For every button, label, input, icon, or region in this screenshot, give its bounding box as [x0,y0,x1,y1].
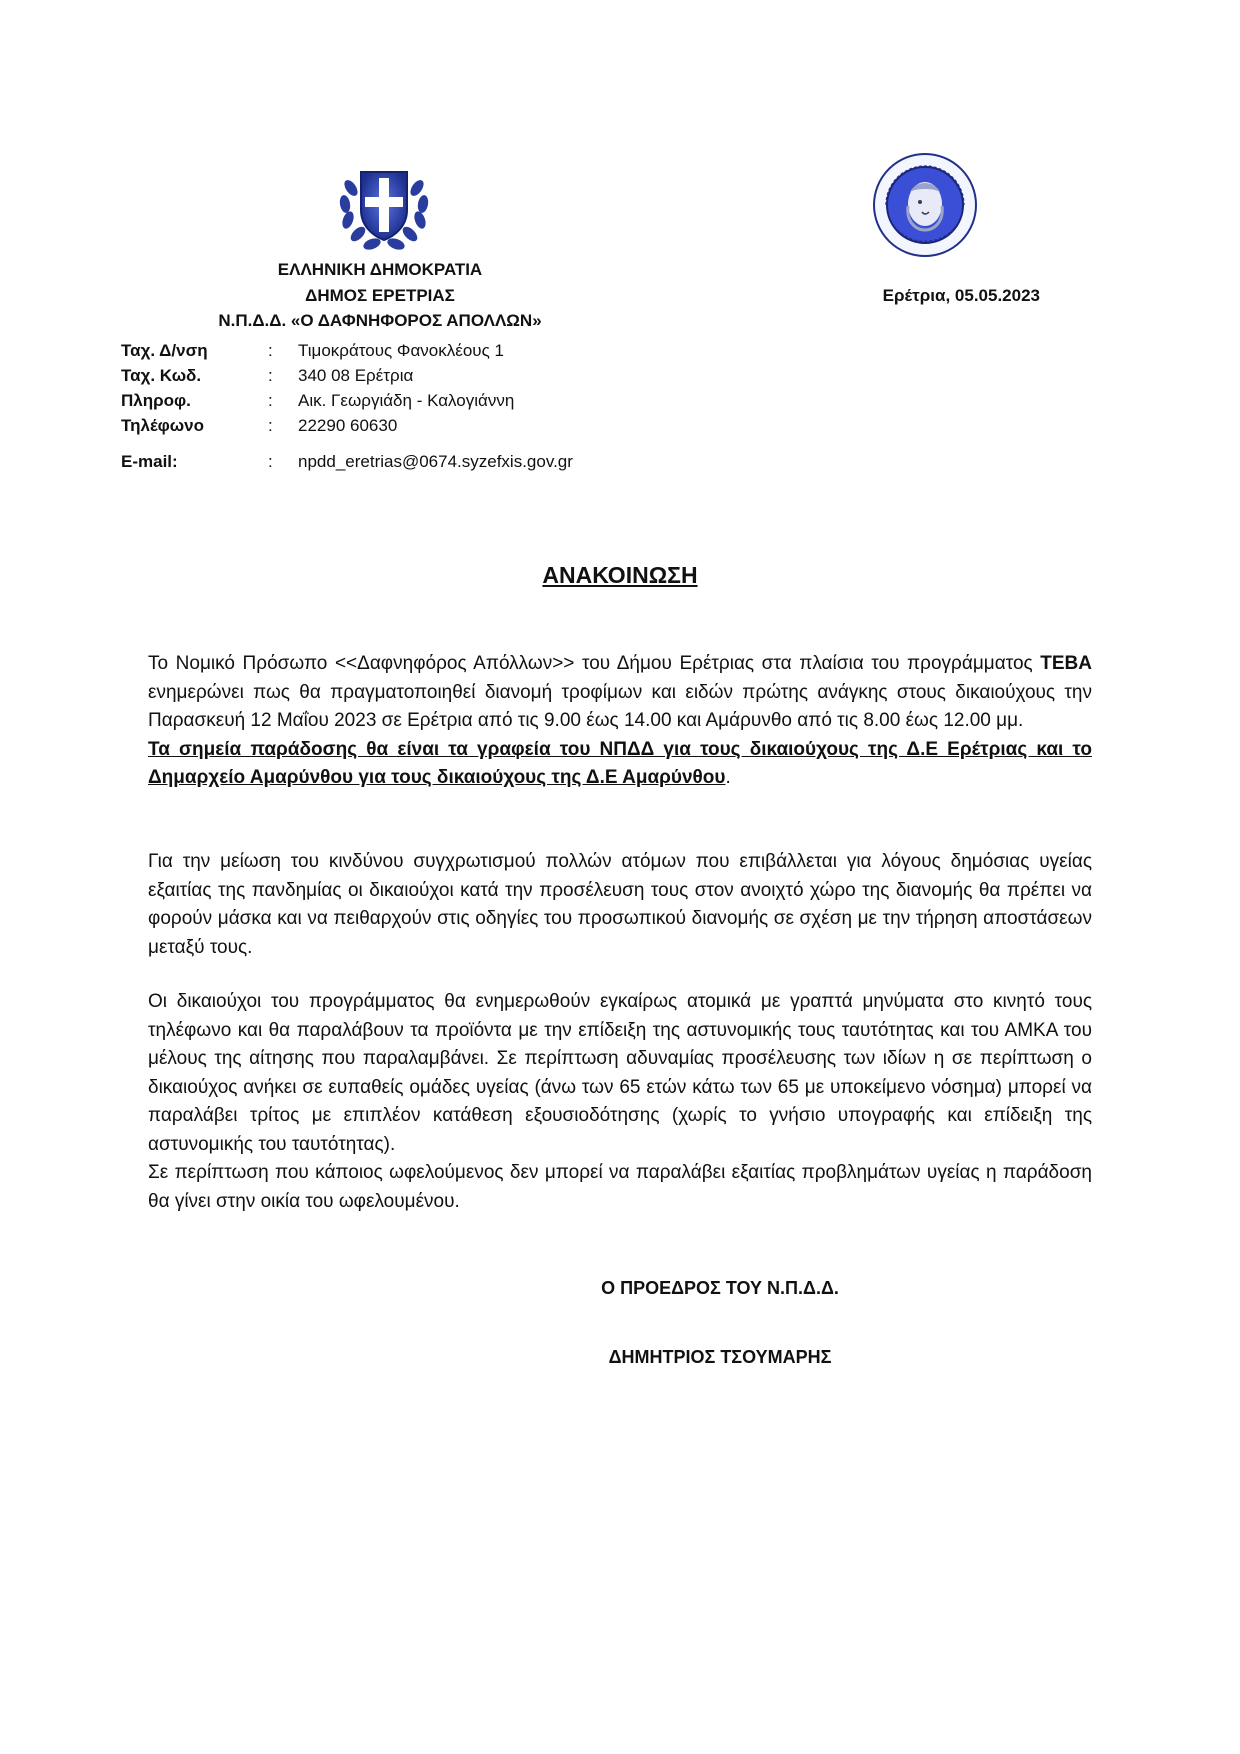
apollo-seal-icon [872,152,978,258]
paragraph-2: Για την μείωση του κινδύνου συγχρωτισμού πολλών ατόμων που επιβάλλεται για λόγους δημόσιας υγείας εξαιτίας της πανδημίας οι δικαιούχοι κατά την προσέλευση τους στον ανοιχτό χώρο της διανομής θα πρέπει να φορούν μάσκα και να πειθαρχούν στις οδηγίες του προσωπικού διανομής σε σχέση με την τήρηση αποστάσεων μεταξύ τους. [148,851,1092,958]
paragraph-1-end: . [725,767,731,789]
contact-colon: : [268,341,273,360]
document-title: ΑΝΑΚΟΙΝΩΣΗ [542,562,698,588]
contact-label: Ταχ. Κωδ. [121,366,202,385]
greek-state-emblem-icon [335,158,433,256]
signature-role: Ο ΠΡΟΕΔΡΟΣ ΤΟΥ Ν.Π.Δ.Δ. [601,1278,839,1298]
paragraph-4: Σε περίπτωση που κάποιος ωφελούμενος δεν μπορεί να παραλάβει εξαιτίας προβλημάτων υγείας η παράδοση θα γίνει στην οικία του ωφελουμένου. [148,1162,1092,1212]
contact-email: npdd_eretrias@0674.syzefxis.gov.gr [298,452,573,471]
contact-colon: : [268,452,273,471]
header-republic: ΕΛΛΗΝΙΚΗ ΔΗΜΟΚΡΑΤΙΑ [277,260,483,279]
delivery-points: Τα σημεία παράδοσης θα είναι τα γραφεία του ΝΠΔΔ για τους δικαιούχους της Δ.Ε Ερέτριας και το Δημαρχείο Αμαρύνθου για τους δικαιούχους της Δ.Ε Αμαρύνθου [148,738,1092,789]
contact-postal-code: 340 08 Ερέτρια [298,366,414,385]
contact-phone: 22290 60630 [298,416,398,435]
contact-label: Πληροφ. [121,391,191,410]
paragraph-3: Οι δικαιούχοι του προγράμματος θα ενημερωθούν εγκαίρως ατομικά με γραπτά μηνύματα στο κινητό τους τηλέφωνο και θα παραλάβουν τα προϊόντα με την επίδειξη της αστυνομικής τους ταυτότητας και του ΑΜΚΑ του μέλους της αίτησης που παραλαμβάνει. Σε περίπτωση αδυναμίας προσέλευσης των ιδίων η σε περίπτωση ο δικαιούχος ανήκει σε ευπαθείς ομάδες υγείας (άνω των 65 ετών κάτω των 65 με υποκείμενο νόσημα) μπορεί να παραλάβει τρίτος με επιπλέον κατάθεση εξουσιοδότησης (χωρίς το γνήσιο υπογραφής και επίδειξη της αστυνομικής του ταυτότητας). [148,991,1092,1155]
contact-colon: : [268,366,273,385]
header-municipality: ΔΗΜΟΣ ΕΡΕΤΡΙΑΣ [305,286,455,305]
contact-info-person: Αικ. Γεωργιάδη - Καλογιάννη [298,391,515,410]
program-name: ΤΕΒΑ [1040,653,1092,674]
contact-colon: : [268,391,273,410]
contact-address: Τιμοκράτους Φανοκλέους 1 [298,341,504,360]
header-organization: Ν.Π.Δ.Δ. «Ο ΔΑΦΝΗΦΟΡΟΣ ΑΠΟΛΛΩΝ» [218,311,542,330]
place-date: Ερέτρια, 05.05.2023 [882,286,1040,305]
contact-label: Ταχ. Δ/νση [121,341,208,360]
signature-name: ΔΗΜΗΤΡΙΟΣ ΤΣΟΥΜΑΡΗΣ [608,1347,832,1367]
paragraph-1-text-a: Το Νομικό Πρόσωπο <<Δαφνηφόρος Απόλλων>> του Δήμου Ερέτριας στα πλαίσια του προγράμματος [148,653,1041,674]
contact-colon: : [268,416,273,435]
contact-label: Τηλέφωνο [121,416,204,435]
paragraph-1 [148,650,1092,793]
paragraph-1-text-b: ενημερώνει πως θα πραγματοποιηθεί διανομή τροφίμων και ειδών πρώτης ανάγκης στους δικαιούχους την Παρασκευή 12 Μαΐου 2023 σε Ερέτρια από τις 9.00 έως 14.00 και Αμάρυνθο από τις 8.00 έως 12.00 μμ. [148,681,1092,732]
contact-label: E-mail: [121,452,178,471]
